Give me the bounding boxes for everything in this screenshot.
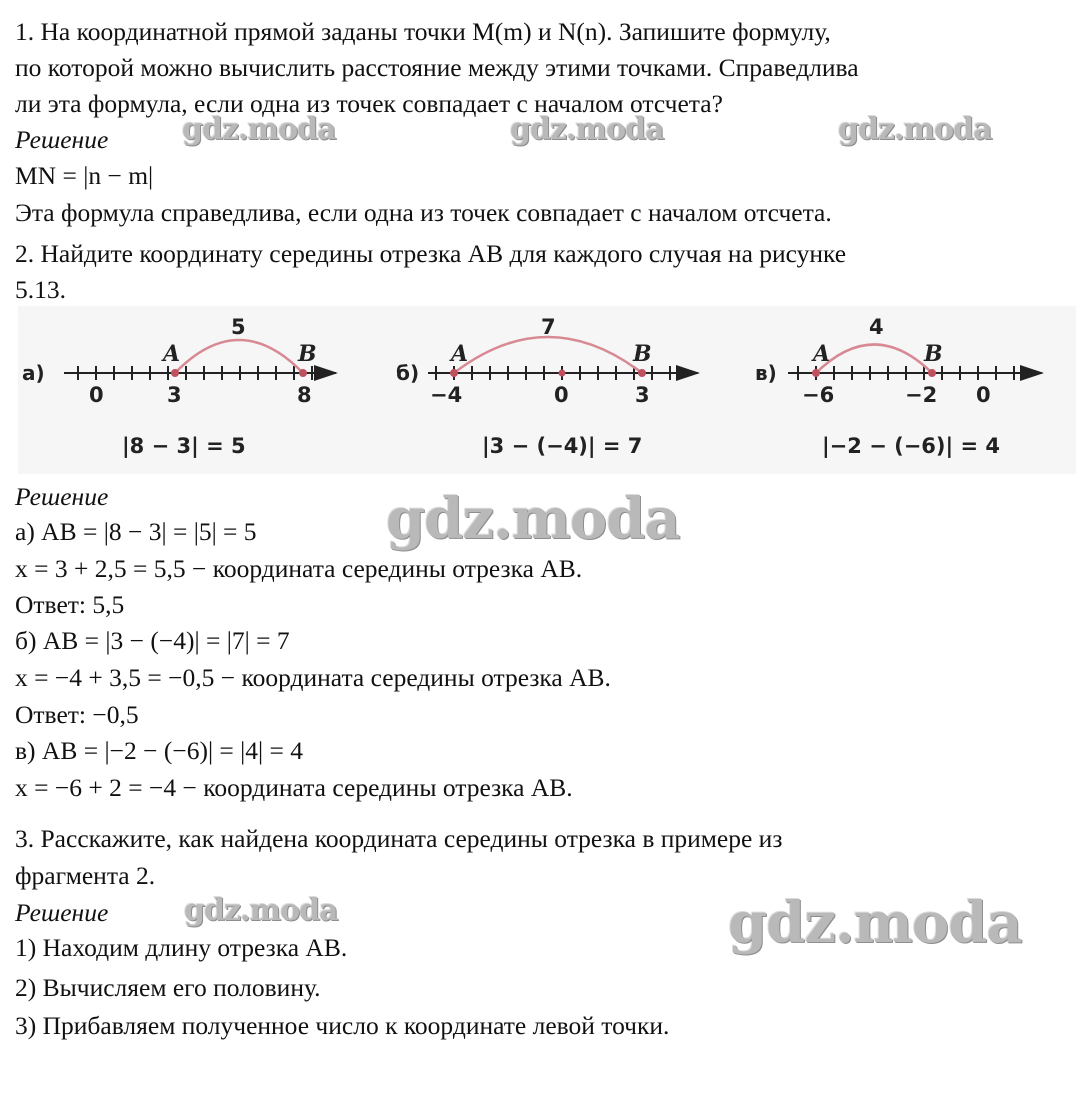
watermark: gdz.moda: [728, 890, 1022, 956]
watermark: gdz.moda: [386, 486, 680, 552]
watermark: gdz.moda: [182, 112, 336, 147]
figure-panel-a: [22, 315, 336, 459]
task1-solution-label: Решение: [15, 125, 109, 154]
panel-b-zero-mark: [559, 370, 566, 377]
watermark: gdz.moda: [510, 112, 664, 147]
task1-question-line2: по которой можно вычислить расстояние между этими точками. Справедлива: [15, 53, 859, 82]
panel-c-label: в): [755, 361, 777, 385]
panel-c-point-b: [928, 369, 936, 377]
watermark: gdz.moda: [838, 112, 992, 147]
task2-line-7: в) AB = |−2 − (−6)| = |4| = 4: [15, 736, 304, 765]
figure-panel-b: [396, 315, 698, 459]
task2-line-6: Ответ: −0,5: [15, 700, 139, 729]
panel-a-letter-a: A: [163, 341, 181, 367]
task3-step-2: 2) Вычисляем его половину.: [15, 973, 321, 1002]
task2-line-4: б) AB = |3 − (−4)| = |7| = 7: [15, 626, 290, 655]
panel-a-label: а): [22, 361, 45, 385]
panel-c-letter-b: B: [924, 341, 943, 367]
panel-a-tick-0: 0: [89, 383, 104, 407]
panel-a-point-a: [171, 369, 179, 377]
panel-c-tick-minus2: −2: [905, 383, 938, 407]
task1-question-line3: ли эта формула, если одна из точек совпадает с началом отсчета?: [15, 89, 723, 118]
panel-b-letter-b: B: [633, 341, 652, 367]
panel-c-tick-minus6: −6: [802, 383, 835, 407]
panel-b-equation: |3 − (−4)| = 7: [482, 434, 643, 458]
task2-line-3: Ответ: 5,5: [15, 590, 125, 619]
task1-question-line1: 1. На координатной прямой заданы точки M(m) и N(n). Запишите формулу,: [15, 17, 831, 46]
task3-solution-label: Решение: [15, 898, 109, 927]
task1-answer: Эта формула справедлива, если одна из точек совпадает с началом отсчета.: [15, 198, 832, 227]
number-line-figure: [18, 306, 1076, 474]
task2-line-1: а) AB = |8 − 3| = |5| = 5: [15, 517, 257, 546]
panel-b-arc: [454, 337, 642, 373]
panel-c-tick-0: 0: [976, 383, 991, 407]
panel-b-letter-a: A: [451, 341, 469, 367]
panel-c-point-a: [812, 369, 820, 377]
panel-a-arc-length: 5: [231, 315, 246, 339]
panel-a-letter-b: B: [298, 341, 317, 367]
panel-b-tick-0: 0: [554, 383, 569, 407]
panel-b-tick-minus4: −4: [430, 383, 463, 407]
panel-c-equation: |−2 − (−6)| = 4: [822, 434, 1000, 458]
number-line-figure-svg: [18, 306, 1076, 474]
task3-step-3: 3) Прибавляем полученное число к координате левой точки.: [15, 1011, 670, 1040]
task2-question-line1: 2. Найдите координату середины отрезка AB для каждого случая на рисунке: [15, 239, 847, 268]
panel-c-letter-a: A: [813, 341, 831, 367]
panel-b-point-b: [638, 369, 646, 377]
task2-line-2: x = 3 + 2,5 = 5,5 − координата середины отрезка AB.: [15, 554, 583, 583]
panel-a-tick-3: 3: [167, 383, 182, 407]
task2-question-line2: 5.13.: [15, 275, 66, 304]
panel-a-tick-8: 8: [297, 383, 312, 407]
task1-formula: MN = |n − m|: [15, 161, 154, 190]
task3-question-line2: фрагмента 2.: [15, 861, 156, 890]
task2-solution-label: Решение: [15, 482, 109, 511]
panel-a-equation: |8 − 3| = 5: [122, 434, 246, 458]
panel-b-point-a: [450, 369, 458, 377]
figure-panel-c: [755, 315, 1042, 459]
panel-a-point-b: [299, 369, 307, 377]
panel-b-arc-length: 7: [541, 315, 556, 339]
task2-line-5: x = −4 + 3,5 = −0,5 − координата середины отрезка AB.: [15, 663, 611, 692]
task3-step-1: 1) Находим длину отрезка AB.: [15, 933, 348, 962]
panel-b-tick-3: 3: [635, 383, 650, 407]
task3-question-line1: 3. Расскажите, как найдена координата середины отрезка в примере из: [15, 824, 783, 853]
task2-line-8: x = −6 + 2 = −4 − координата середины отрезка AB.: [15, 773, 573, 802]
panel-b-label: б): [396, 361, 420, 385]
watermark: gdz.moda: [184, 893, 338, 928]
panel-c-arc-length: 4: [869, 315, 884, 339]
